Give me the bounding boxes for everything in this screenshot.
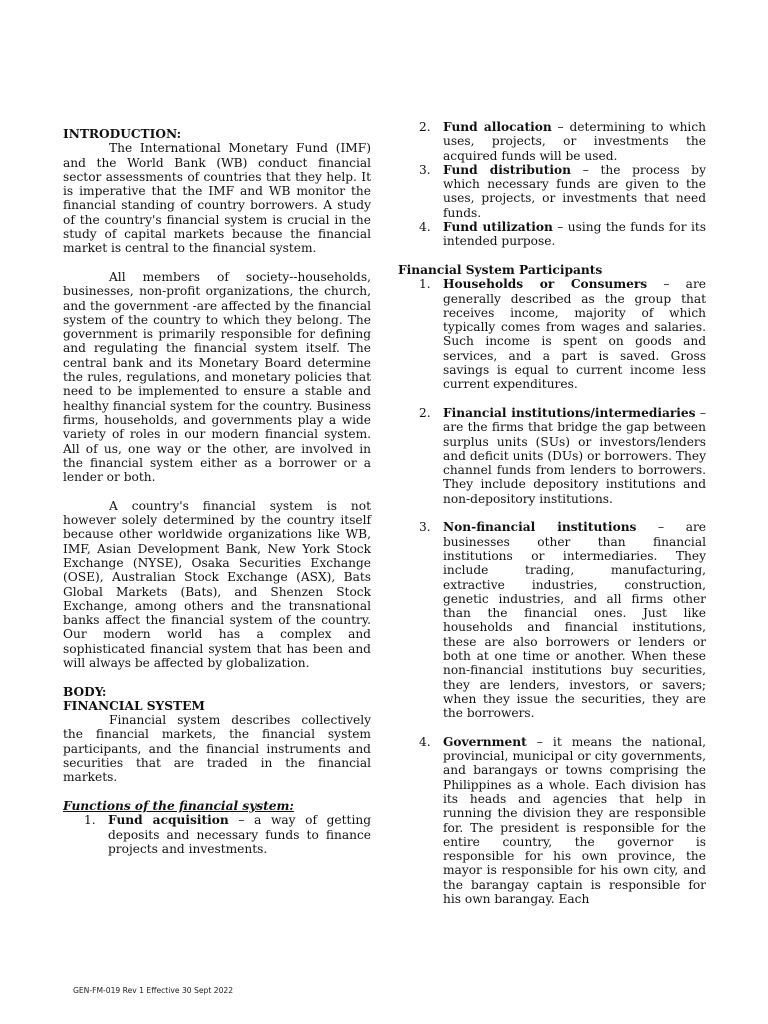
list-text: – are generally described as the group that receives income, majority of which typically comes from wages and salaries. Such income is spent on goods and services, and a part is saved. Gross savings is equal to current income less current expenditures. bbox=[443, 277, 706, 392]
list-number: 3. bbox=[419, 162, 431, 177]
functions-list-right bbox=[398, 120, 706, 249]
intro-paragraph-2: All members of society--households, businesses, non-profit organizations, the church, and the government -are affected by the financial system of the country to which they belong. The government is primarily responsible for defining and regulating the financial system itself. The central bank and its Monetary Board determine the rules, regulations, and monetary policies that need to be implemented to ensure a stable and healthy financial system for the country. Business firms, households, and governments play a wide variety of roles in our modern financial system. All of us, one way or the other, are involved in the financial system either as a borrower or a lender or both. bbox=[63, 269, 371, 485]
list-item bbox=[398, 520, 706, 720]
list-term: Government bbox=[443, 734, 527, 749]
list-item bbox=[398, 220, 706, 249]
intro-paragraph-1: The International Monetary Fund (IMF) and the World Bank (WB) conduct financial sector assessments of countries that they help. It is imperative that the IMF and WB monitor the financial standing of country borrowers. A study of the country's financial system is crucial in the study of capital markets because the financial market is central to the financial system. bbox=[63, 141, 371, 256]
list-term: Non-financial institutions bbox=[443, 520, 637, 535]
list-text: – the process by which necessary funds are given to the uses, projects, or investments that need funds. bbox=[443, 162, 706, 220]
body-heading: BODY: bbox=[63, 684, 107, 699]
participants-list bbox=[398, 277, 706, 906]
list-term: Fund allocation bbox=[443, 120, 552, 134]
right-column bbox=[398, 120, 706, 906]
list-item bbox=[398, 163, 706, 220]
list-term: Fund distribution bbox=[443, 162, 572, 177]
list-term: Fund acquisition bbox=[108, 813, 229, 828]
list-text: – it means the national, provincial, municipal or city governments, and barangays or towns comprising the Philippines as a whole. Each division has its heads and agencies that help in running the division they are responsible for. The president is responsible for the entire country, the governor is responsible for his own province, the mayor is responsible for his own city, and the barangay captain is responsible for his own barangay. Each bbox=[443, 734, 706, 907]
list-number: 2. bbox=[419, 120, 431, 134]
list-number: 4. bbox=[419, 220, 431, 235]
list-number: 3. bbox=[419, 520, 431, 535]
list-text: – are the firms that bridge the gap between surplus units (SUs) or investors/lenders and deficit units (DUs) or borrowers. They channel funds from lenders to borrowers. They include depository institutions and non-depository institutions. bbox=[443, 405, 707, 506]
list-term: Fund utilization bbox=[443, 220, 553, 235]
introduction-heading: INTRODUCTION: bbox=[63, 127, 182, 141]
list-item bbox=[398, 120, 706, 163]
list-item bbox=[398, 277, 706, 391]
functions-list-left bbox=[63, 813, 371, 856]
list-text: – using the funds for its intended purpose. bbox=[443, 220, 706, 249]
list-number: 1. bbox=[419, 277, 431, 292]
list-text: – are businesses other than financial institutions or intermediaries. They include trading, manufacturing, extractive industries, construction, genetic industries, and all firms other than the financial ones. Just like households and financial institutions, these are also borrowers or lenders or both at one time or another. When these non-financial institutions buy securities, they are lenders, investors, or savers; when they issue the securities, they are the borrowers. bbox=[443, 520, 706, 721]
list-item bbox=[398, 406, 706, 506]
list-item bbox=[63, 813, 371, 856]
list-text: – a way of getting deposits and necessary funds to finance projects and investments. bbox=[108, 813, 371, 856]
list-number: 4. bbox=[419, 734, 431, 749]
list-number: 1. bbox=[84, 813, 96, 828]
list-number: 2. bbox=[419, 405, 431, 420]
list-item bbox=[398, 735, 706, 907]
intro-paragraph-3: A country's financial system is not however solely determined by the country itself because other worldwide organizations like WB, IMF, Asian Development Bank, New York Stock Exchange (NYSE), Osaka Securities Exchange (OSE), Australian Stock Exchange (ASX), Bats Global Markets (Bats), and Shenzen Stock Exchange, among others and the transnational banks affect the financial system of the country. Our modern world has a complex and sophisticated financial system that has been and will always be affected by globalization. bbox=[63, 498, 371, 670]
list-term: Households or Consumers bbox=[443, 277, 648, 292]
participants-heading: Financial System Participants bbox=[398, 262, 603, 277]
list-text: – determining to which uses, projects, or investments the acquired funds will be used. bbox=[443, 120, 707, 163]
left-column bbox=[63, 120, 371, 856]
functions-heading: Functions of the financial system: bbox=[63, 798, 294, 813]
document-footer: GEN-FM-019 Rev 1 Effective 30 Sept 2022 bbox=[73, 986, 234, 995]
financial-system-heading: FINANCIAL SYSTEM bbox=[63, 698, 205, 713]
list-term: Financial institutions/intermediaries bbox=[443, 405, 696, 420]
financial-system-paragraph: Financial system describes collectively the financial markets, the financial system participants, and the financial instruments and securities that are traded in the financial markets. bbox=[63, 713, 371, 785]
